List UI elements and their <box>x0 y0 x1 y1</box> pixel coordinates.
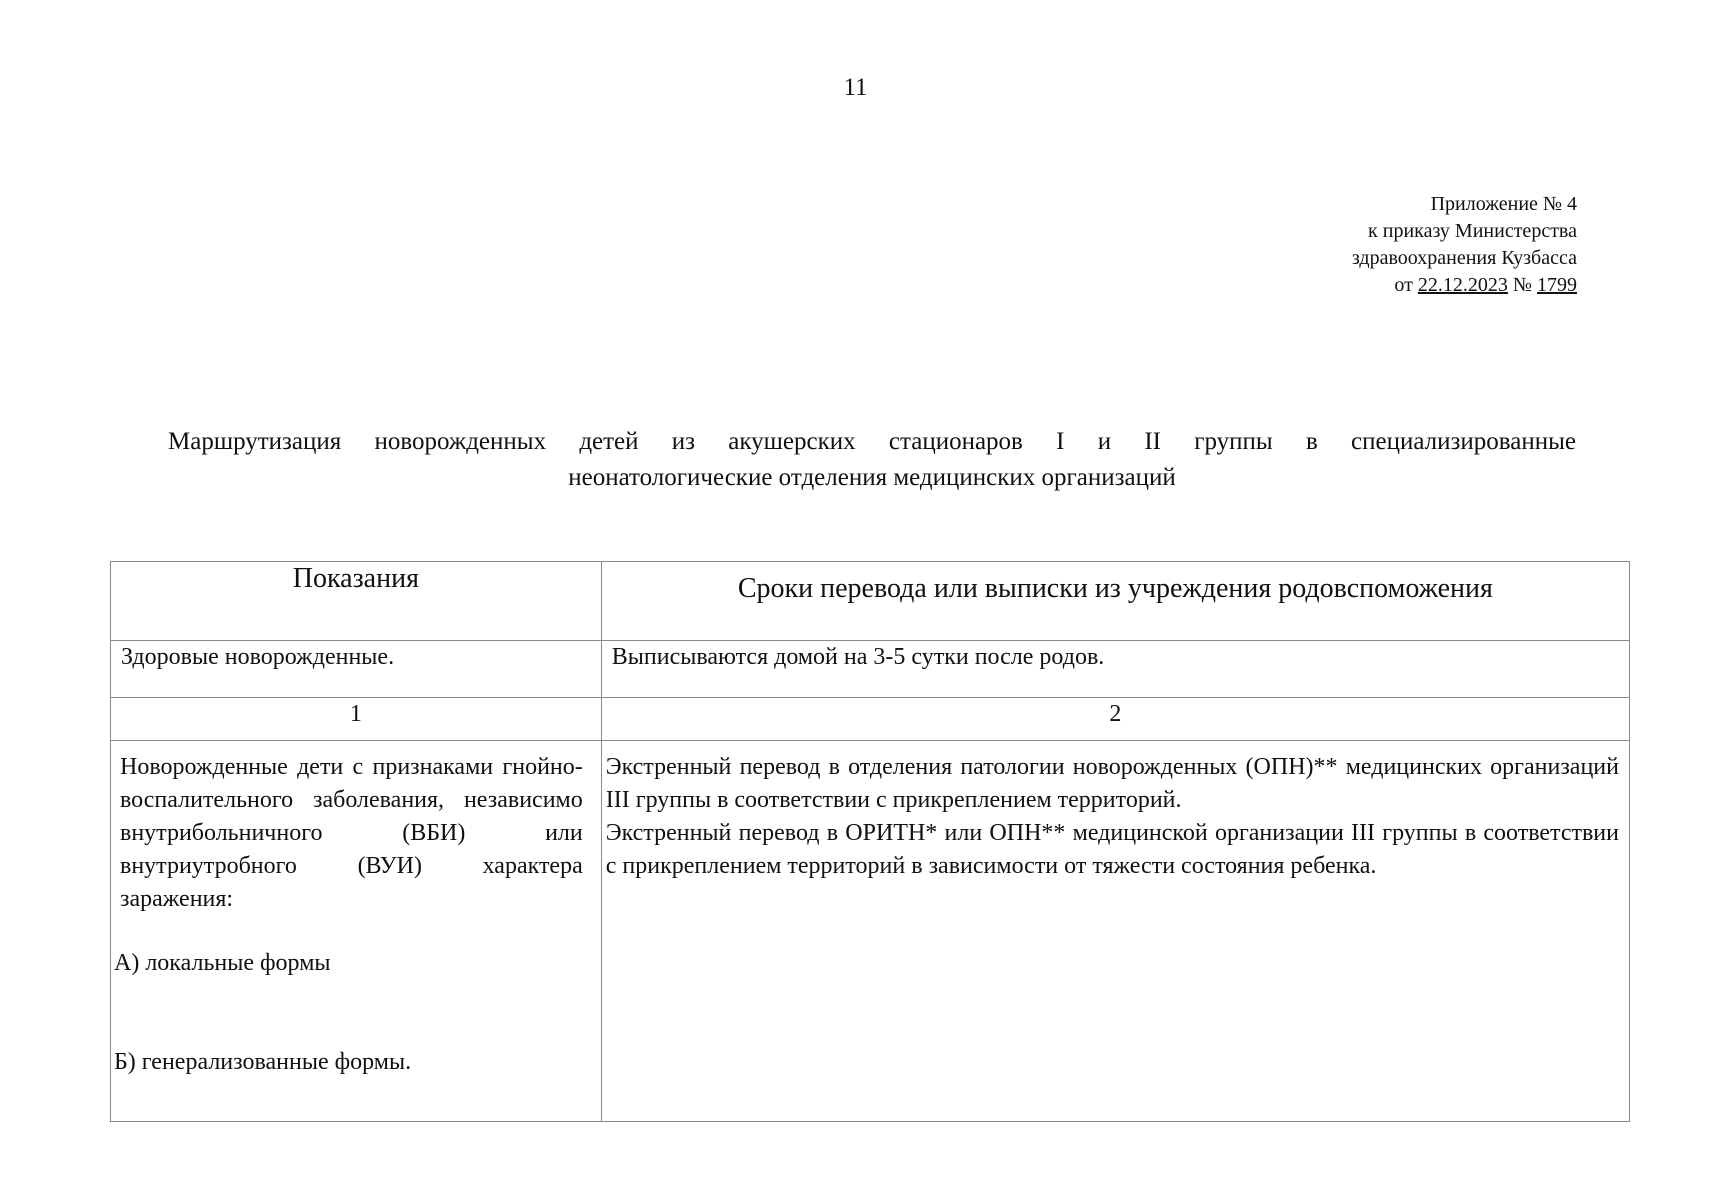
header-terms: Сроки перевода или выписки из учреждения родовспоможения <box>601 562 1629 641</box>
terms-local-forms: Экстренный перевод в отделения патологии новорожденных (ОПН)** медицинских организаций III группы в соответствии с прикреплением территорий. <box>605 754 1619 813</box>
document-title <box>168 424 1576 496</box>
routing-table <box>110 561 1630 1122</box>
table-row-healthy <box>111 641 1630 698</box>
appendix-line-1: Приложение № 4 <box>1430 193 1577 215</box>
table-column-numbers-row <box>111 698 1630 741</box>
purulent-indication-cell <box>111 741 602 1122</box>
appendix-block <box>1352 191 1577 299</box>
column-number-2: 2 <box>601 698 1629 741</box>
document-title-line-1: Маршрутизация новорожденных детей из акушерских стационаров I и II группы в специализированные <box>168 428 1576 455</box>
purulent-terms-cell <box>601 741 1629 1122</box>
column-number-1: 1 <box>111 698 602 741</box>
purulent-indication-text: Новорожденные дети с признаками гнойно- воспалительного заболевания, независимо внутрибольничного (ВБИ) или внутриутробного (ВУИ) характера заражения: <box>120 754 583 912</box>
page-number: 11 <box>843 74 868 101</box>
healthy-terms-cell: Выписываются домой на 3-5 сутки после родов. <box>601 641 1629 698</box>
appendix-number-sign: № <box>1512 274 1532 296</box>
table-row-purulent-inflammatory <box>111 741 1630 1122</box>
form-b-generalized: Б) генерализованные формы. <box>114 1049 412 1075</box>
appendix-line-2: к приказу Министерства <box>1368 220 1577 242</box>
appendix-date-prefix: от <box>1394 274 1413 296</box>
appendix-order-line <box>1352 272 1577 299</box>
header-indications: Показания <box>111 562 602 641</box>
document-title-line-2: неонатологические отделения медицинских организаций <box>568 464 1176 491</box>
appendix-number: 1799 <box>1537 274 1577 296</box>
healthy-indication-cell: Здоровые новорожденные. <box>111 641 602 698</box>
table-header-row <box>111 562 1630 641</box>
appendix-line-3: здравоохранения Кузбасса <box>1351 247 1577 269</box>
form-a-local: А) локальные формы <box>114 950 331 976</box>
appendix-date: 22.12.2023 <box>1417 274 1508 296</box>
terms-generalized-forms: Экстренный перевод в ОРИТН* или ОПН** медицинской организации III группы в соответствии с прикреплением территорий в зависимости от тяжести состояния ребенка. <box>605 820 1619 879</box>
